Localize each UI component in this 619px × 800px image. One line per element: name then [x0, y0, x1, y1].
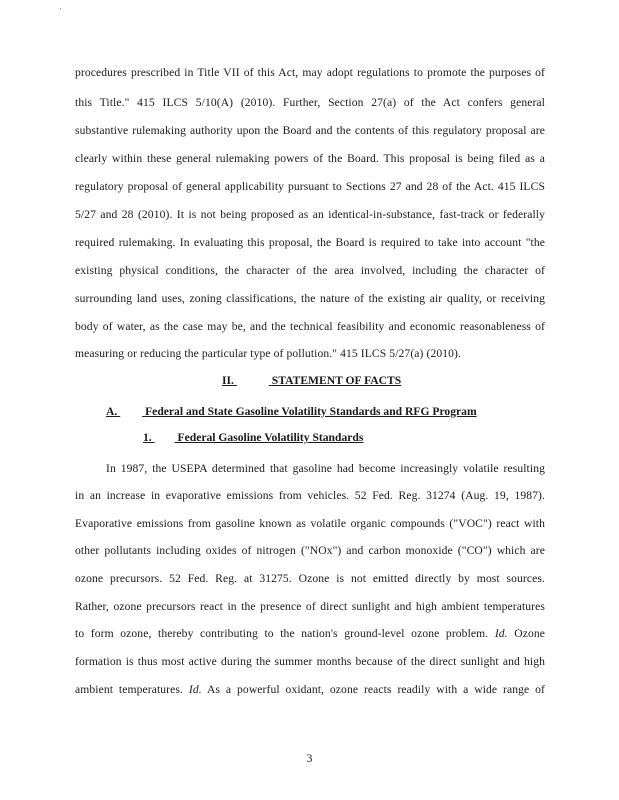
page-number: 3 [306, 752, 313, 765]
paragraph-line: required rulemaking. In evaluating this proposal, the Board is required to take into account "the [75, 236, 545, 249]
paragraph-line: Rather, ozone precursors react in the presence of direct sunlight and high ambient temperatures [75, 600, 545, 613]
paragraph-line: other pollutants including oxides of nitrogen ("NOx") and carbon monoxide ("CO") which are [75, 544, 545, 557]
paragraph-line: 5/27 and 28 (2010). It is not being proposed as an identical-in-substance, fast-track or federally [75, 208, 545, 221]
scan-artifact [60, 8, 61, 9]
paragraph-line: in an increase in evaporative emissions from vehicles. 52 Fed. Reg. 31274 (Aug. 19, 1987). [75, 489, 545, 502]
line-text: As a powerful oxidant, ozone reacts readily with a wide range of [206, 683, 545, 696]
paragraph-line: surrounding land uses, zoning classifications, the nature of the existing air quality, or receiving [75, 292, 545, 305]
subsection-title: Federal and State Gasoline Volatility Standards and RFG Program [145, 405, 477, 418]
paragraph-line: substantive rulemaking authority upon the Board and the contents of this regulatory proposal are [75, 124, 545, 137]
section-number: II. [222, 374, 234, 387]
subsection-number: A. [106, 405, 118, 418]
paragraph-line: In 1987, the USEPA determined that gasoline had become increasingly volatile resulting [106, 462, 545, 475]
paragraph-line: existing physical conditions, the character of the area involved, including the character of [75, 264, 545, 277]
paragraph-line: ozone precursors. 52 Fed. Reg. at 31275. Ozone is not emitted directly by most sources. [75, 572, 545, 585]
paragraph-line: this Title." 415 ILCS 5/10(A) (2010). Further, Section 27(a) of the Act confers general [75, 96, 545, 109]
paragraph-line [75, 683, 545, 697]
line-text: ambient temperatures. [75, 683, 183, 696]
subsubsection-title: Federal Gasoline Volatility Standards [177, 431, 364, 444]
subsubsection-heading [143, 431, 363, 445]
paragraph-line: regulatory proposal of general applicability pursuant to Sections 27 and 28 of the Act. 415 ILCS [75, 180, 545, 193]
subsection-heading [106, 405, 477, 419]
citation-id: Id. [188, 683, 202, 696]
line-text: to form ozone, thereby contributing to the nation's ground-level ozone problem. [75, 627, 489, 640]
paragraph-line: Evaporative emissions from gasoline known as volatile organic compounds ("VOC") react with [75, 517, 545, 530]
paragraph-line: procedures prescribed in Title VII of this Act, may adopt regulations to promote the purposes of [75, 66, 545, 79]
subsubsection-number: 1. [143, 431, 152, 444]
paragraph-line: measuring or reducing the particular type of pollution." 415 ILCS 5/27(a) (2010). [75, 347, 461, 360]
paragraph-line: clearly within these general rulemaking powers of the Board. This proposal is being filed as a [75, 152, 545, 165]
paragraph-line [75, 627, 545, 641]
section-heading [222, 374, 401, 388]
section-title: STATEMENT OF FACTS [271, 374, 402, 387]
citation-id: Id. [494, 627, 508, 640]
line-text: Ozone [514, 627, 546, 640]
paragraph-line: body of water, as the case may be, and the technical feasibility and economic reasonableness of [75, 320, 545, 333]
paragraph-line: formation is thus most active during the summer months because of the direct sunlight and high [75, 655, 545, 668]
